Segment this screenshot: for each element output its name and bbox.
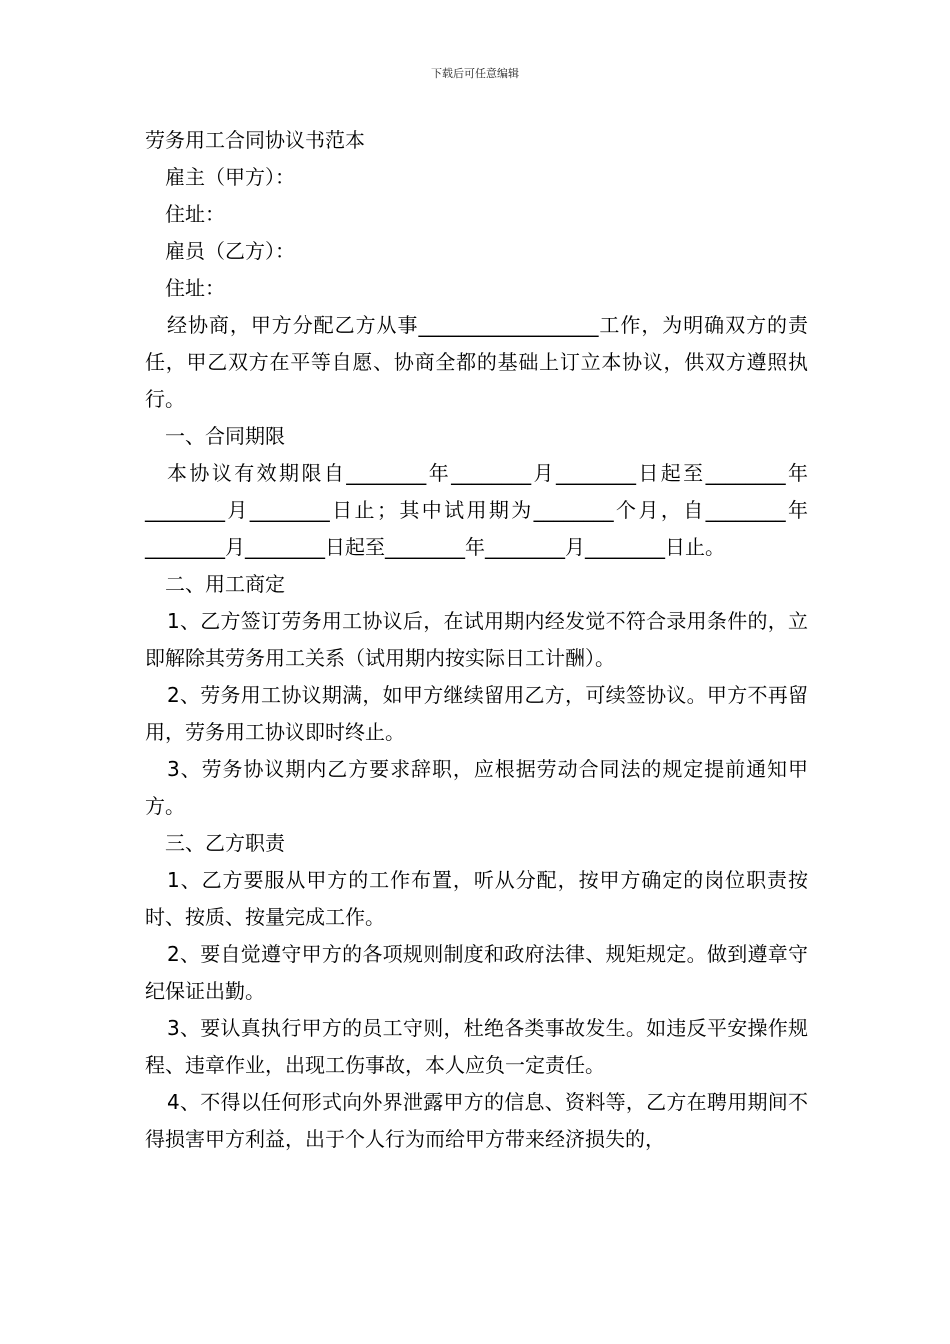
section-heading-term: 一、合同期限	[165, 424, 285, 448]
page-header: 下载后可任意编辑	[431, 67, 519, 80]
employee-label: 雇员（乙方）：	[165, 239, 295, 263]
employee-address-label: 住址：	[165, 276, 225, 300]
employment-clause: 1、乙方签订劳务用工协议后，在试用期内经发觉不符合录用条件的，立即解除其劳务用工关系（试用期内按实际日工计酬）。	[145, 609, 808, 670]
intro-paragraph: 经协商，甲方分配乙方从事__________________工作，为明确双方的责任，甲乙双方在平等自愿、协商全都的基础上订立本协议，供双方遵照执行。	[145, 313, 808, 411]
section-heading-duties: 三、乙方职责	[165, 831, 285, 855]
duty-clause: 4、不得以任何形式向外界泄露甲方的信息、资料等，乙方在聘用期间不得损害甲方利益，出于个人行为而给甲方带来经济损失的，	[145, 1090, 808, 1151]
document-title: 劳务用工合同协议书范本	[145, 128, 365, 152]
duty-clause: 1、乙方要服从甲方的工作布置，听从分配，按甲方确定的岗位职责按时、按质、按量完成工作。	[145, 868, 808, 929]
duty-clause: 3、要认真执行甲方的员工守则，杜绝各类事故发生。如违反平安操作规程、违章作业，出现工伤事故，本人应负一定责任。	[145, 1016, 808, 1077]
section-term-paragraph: 本协议有效期限自________年________月________日起至________年________月________日止；其中试用期为________个月，自________年________月________日起至________年________月________日止。	[145, 461, 808, 559]
employer-address-label: 住址：	[165, 202, 225, 226]
document-body	[145, 122, 808, 1158]
employment-clause: 3、劳务协议期内乙方要求辞职，应根据劳动合同法的规定提前通知甲方。	[145, 757, 808, 818]
duty-clause: 2、要自觉遵守甲方的各项规则制度和政府法律、规矩规定。做到遵章守纪保证出勤。	[145, 942, 808, 1003]
section-heading-employment: 二、用工商定	[165, 572, 285, 596]
employer-label: 雇主（甲方）：	[165, 165, 295, 189]
employment-clause: 2、劳务用工协议期满，如甲方继续留用乙方，可续签协议。甲方不再留用，劳务用工协议即时终止。	[145, 683, 808, 744]
